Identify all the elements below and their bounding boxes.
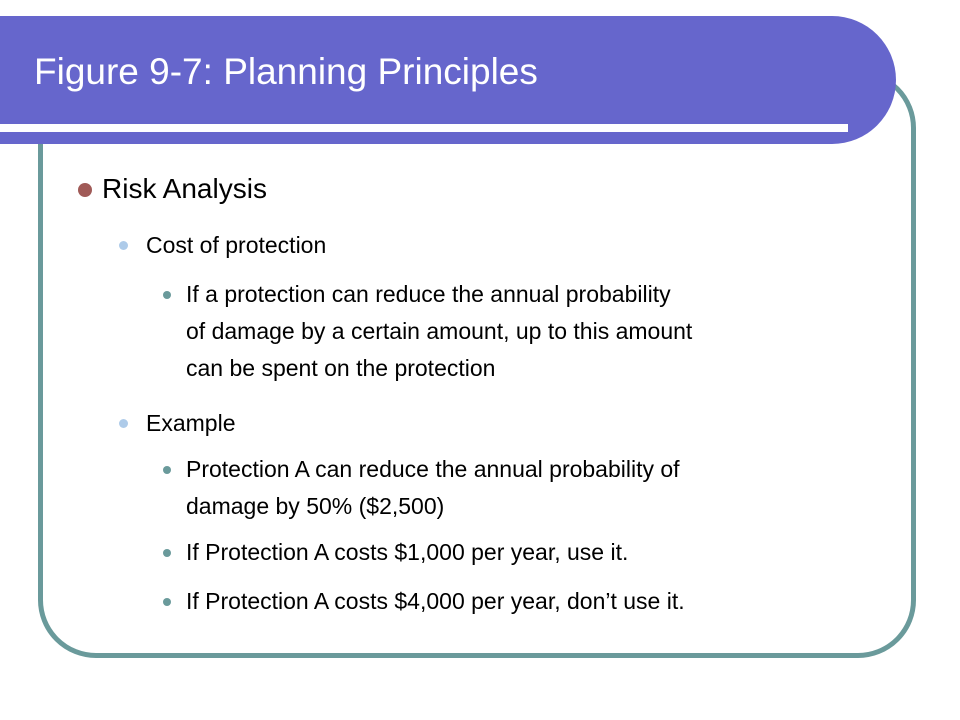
bullet-protection-spend-line-1: If a protection can reduce the annual probability <box>186 281 671 307</box>
slide-title: Figure 9-7: Planning Principles <box>34 51 538 92</box>
bullet-protection-a-line-2: damage by 50% ($2,500) <box>186 493 445 519</box>
bullet-risk-analysis: Risk Analysis <box>102 173 267 204</box>
bullet-example: Example <box>146 410 236 436</box>
bullet-cost-1000: If Protection A costs $1,000 per year, use it. <box>186 539 629 565</box>
level3-bullet <box>163 466 171 474</box>
bullet-protection-a-line-1: Protection A can reduce the annual probability of <box>186 456 680 482</box>
level1-bullet <box>78 183 92 197</box>
level2-bullet <box>119 419 128 428</box>
bullet-cost-4000: If Protection A costs $4,000 per year, don’t use it. <box>186 588 685 614</box>
bullet-protection-spend-line-3: can be spent on the protection <box>186 355 496 381</box>
level2-bullet <box>119 241 128 250</box>
level3-bullet <box>163 291 171 299</box>
bullet-cost-of-protection: Cost of protection <box>146 232 327 258</box>
level3-bullet <box>163 598 171 606</box>
level3-bullet <box>163 549 171 557</box>
bullet-protection-spend-line-2: of damage by a certain amount, up to this amount <box>186 318 693 344</box>
